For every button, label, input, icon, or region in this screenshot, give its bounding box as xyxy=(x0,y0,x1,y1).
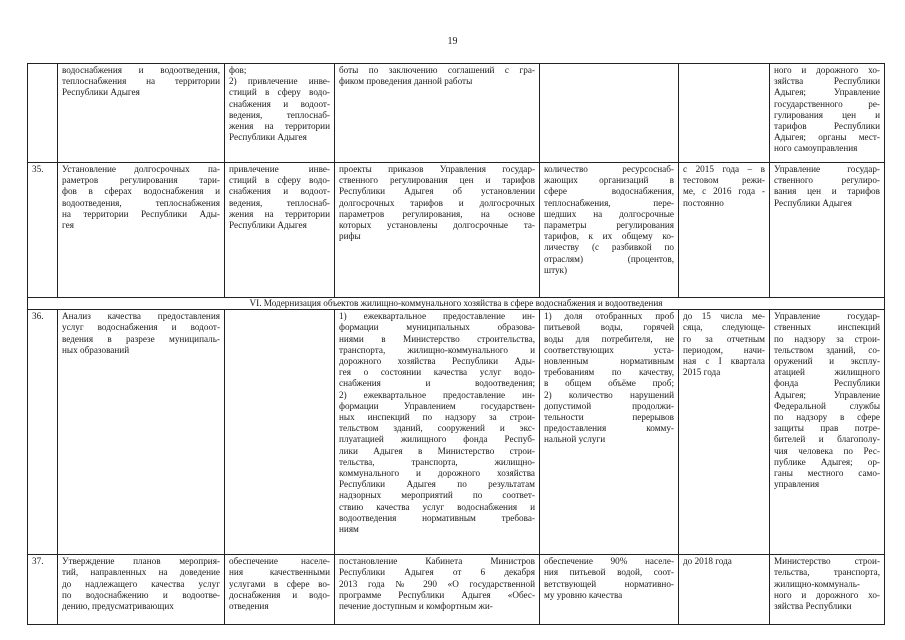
cell-line: с 2015 года – в xyxy=(683,164,765,174)
cell-line: предоставления комму- xyxy=(544,423,674,434)
cell-line: формации Управлением государствен- xyxy=(339,400,535,411)
cell-line: жения на территории xyxy=(229,121,330,132)
cell-line: стиций в сферу водо- xyxy=(229,87,330,98)
cell-line: Республики Адыгея xyxy=(229,132,307,143)
cell-line: ственного регулиро- xyxy=(774,175,880,186)
cell-line: тельством зданий, со- xyxy=(774,344,880,355)
cell-line: обеспечение населе- xyxy=(229,556,330,567)
cell-line: формации муниципальных образова- xyxy=(339,322,535,333)
cell-line: государственного ре- xyxy=(774,98,880,109)
cell-line: ствию качества услуг водоснабжения и xyxy=(339,501,535,512)
table-row xyxy=(28,163,885,298)
indicator-cell xyxy=(540,555,679,625)
cell-line: Республики Адыгея xyxy=(62,87,140,98)
cell-line: требованиям по качеству, xyxy=(544,367,674,378)
cell-line: ниям xyxy=(339,524,359,535)
cell-line: водоотведения нормативным требова- xyxy=(339,512,535,523)
cell-line: Республики Адыгея об установлении xyxy=(339,186,535,197)
cell-line: штук) xyxy=(544,264,568,275)
row-number: 36. xyxy=(28,310,58,555)
measure-cell xyxy=(58,310,225,555)
cell-line: 2013 года № 290 «О государственной xyxy=(339,578,535,589)
goal-cell xyxy=(225,310,335,555)
cell-line: атацией жилищного xyxy=(774,367,880,378)
cell-line: зяйства Республики xyxy=(774,76,880,87)
cell-line: рифы xyxy=(339,231,361,242)
cell-line: ниями в Министерство строительства, xyxy=(339,333,535,344)
cell-line: ганы местного само- xyxy=(774,468,880,479)
cell-line: управления xyxy=(774,479,820,490)
cell-line: го за отчетным xyxy=(683,333,765,344)
document-cell xyxy=(335,555,540,625)
cell-line: 1) доля отобранных проб xyxy=(544,311,674,322)
cell-line: чия человека по Рес- xyxy=(774,445,880,456)
cell-line: лики Адыгея в Министерство строи- xyxy=(339,445,535,456)
cell-line: ных образований xyxy=(62,344,130,355)
measure-cell xyxy=(58,555,225,625)
cell-line: 2) количество нарушений xyxy=(544,389,674,400)
goal-cell xyxy=(225,163,335,298)
cell-line: по надзору за строи- xyxy=(774,333,880,344)
row-number xyxy=(28,64,58,163)
measure-cell xyxy=(58,163,225,298)
cell-line: до надлежащего качества услуг xyxy=(62,578,220,589)
cell-line: защиты прав потре- xyxy=(774,423,880,434)
cell-line: жилищно-коммуналь- xyxy=(774,578,860,589)
cell-line: печение доступным и комфортным жи- xyxy=(339,601,493,612)
indicator-cell xyxy=(540,64,679,163)
cell-line: тельством зданий, сооружений и экс- xyxy=(339,423,535,434)
cell-line: тарифов, к их общему ко- xyxy=(544,231,674,242)
cell-line: привлечение инве- xyxy=(229,164,330,174)
cell-line: параметры регулирования xyxy=(544,220,674,231)
measure-cell xyxy=(58,64,225,163)
cell-line: которых установлены долгосрочные та- xyxy=(339,220,535,231)
cell-line: питьевой воды, горячей xyxy=(544,322,674,333)
cell-line: воды для потребителя, не xyxy=(544,333,674,344)
cell-line: проекты приказов Управления государ- xyxy=(339,164,535,174)
cell-line: личеству (с разбивкой по xyxy=(544,242,674,253)
deadline-cell xyxy=(679,555,770,625)
cell-line: долгосрочных тарифов и долгосрочных xyxy=(339,197,535,208)
cell-line: Республики Адыгея от 6 декабря xyxy=(339,567,535,578)
cell-line: до 15 числа ме- xyxy=(683,311,765,322)
cell-line: снабжения и водоот- xyxy=(229,98,330,109)
cell-line: фов; xyxy=(229,65,247,75)
cell-line: водоснабжения и водоотведения, xyxy=(62,65,220,75)
cell-line: Министерство строи- xyxy=(774,556,880,567)
cell-line: раметров регулирования тари- xyxy=(62,175,220,186)
cell-line: отведения xyxy=(229,601,269,612)
cell-line: тарифов Республики xyxy=(774,121,880,132)
cell-line: тельства, транспорта, xyxy=(774,567,880,578)
cell-line: Утверждение планов мероприя- xyxy=(62,556,220,567)
cell-line: тельства, транспорта, жилищно- xyxy=(339,456,535,467)
page-number: 19 xyxy=(447,36,458,47)
section-title: VI. Модернизация объектов жилищно-коммунального хозяйства в сфере водоснабжения и водоотведения xyxy=(28,298,885,310)
cell-line: ного и дорожного хо- xyxy=(774,589,880,600)
cell-line: тельности перерывов xyxy=(544,412,674,423)
cell-line: отраслям) (процентов, xyxy=(544,253,674,264)
cell-line: 2) ежеквартальное предоставление ин- xyxy=(339,389,535,400)
cell-line: оружений и эксплу- xyxy=(774,356,880,367)
cell-line: фонда Республики xyxy=(774,378,880,389)
cell-line: ния качественными xyxy=(229,567,330,578)
cell-line: Адыгея; Управление xyxy=(774,389,880,400)
cell-line: гея о состоянии качества услуг водо- xyxy=(339,367,535,378)
cell-line: по надзору в сфере xyxy=(774,412,880,423)
cell-line: ветствующей нормативно- xyxy=(544,578,674,589)
cell-line: тестовом режи- xyxy=(683,175,765,186)
measures-table xyxy=(27,63,885,625)
row-number: 35. xyxy=(28,163,58,298)
cell-line: Анализ качества предоставления xyxy=(62,311,220,322)
cell-line: соответствующих уста- xyxy=(544,344,674,355)
cell-line: до 2018 года xyxy=(683,556,732,567)
cell-line: публике Адыгея; ор- xyxy=(774,456,880,467)
cell-line: му уровню качества xyxy=(544,589,623,600)
cell-line: ственного регулирования цен и тарифов xyxy=(339,175,535,186)
cell-line: фиком проведения данной работы xyxy=(339,76,473,87)
cell-line: ных инспекций по надзору за строи- xyxy=(339,412,535,423)
cell-line: снабжения и водоотведения; xyxy=(339,378,535,389)
cell-line: плуатацией жилищного фонда Респуб- xyxy=(339,434,535,445)
cell-line: Республики Адыгея xyxy=(229,220,307,231)
cell-line: гулирования цен и xyxy=(774,109,880,120)
document-cell xyxy=(335,163,540,298)
document-cell xyxy=(335,64,540,163)
cell-line: шедших на долгосрочные xyxy=(544,208,674,219)
cell-line: Федеральной службы xyxy=(774,400,880,411)
cell-line: нальной услуги xyxy=(544,434,606,445)
responsible-cell xyxy=(770,163,885,298)
cell-line: жения на территории xyxy=(229,208,330,219)
cell-line: параметров регулирования, на основе xyxy=(339,208,535,219)
cell-line: теплоснабжения на территории xyxy=(62,76,220,87)
cell-line: теплоснабжения, пере- xyxy=(544,197,674,208)
cell-line: дорожного хозяйства Республики Ады- xyxy=(339,356,535,367)
cell-line: дению, предусматривающих xyxy=(62,601,174,612)
cell-line: ния питьевой водой, соот- xyxy=(544,567,674,578)
table-row xyxy=(28,555,885,625)
cell-line: сяца, следующе- xyxy=(683,322,765,333)
responsible-cell xyxy=(770,310,885,555)
cell-line: ного самоуправления xyxy=(774,143,858,154)
cell-line: боты по заключению соглашений с гра- xyxy=(339,65,535,75)
cell-line: услуг водоснабжения и водоот- xyxy=(62,322,220,333)
cell-line: ного и дорожного хо- xyxy=(774,65,880,75)
table-row xyxy=(28,310,885,555)
cell-line: постановление Кабинета Министров xyxy=(339,556,535,567)
cell-line: снабжения и водоот- xyxy=(229,186,330,197)
cell-line: программе Республики Адыгея «Обес- xyxy=(339,589,535,600)
cell-line: Управление государ- xyxy=(774,164,880,174)
cell-line: на территории Республики Ады- xyxy=(62,208,220,219)
deadline-cell xyxy=(679,310,770,555)
cell-line: сфере водоснабжения, xyxy=(544,186,674,197)
row-number: 37. xyxy=(28,555,58,625)
deadline-cell xyxy=(679,163,770,298)
cell-line: стиций в сферу водо- xyxy=(229,175,330,186)
cell-line: надзорных мероприятий по соответ- xyxy=(339,490,535,501)
cell-line: транспорта, жилищно-коммунального и xyxy=(339,344,535,355)
cell-line: ведения, теплоснаб- xyxy=(229,197,330,208)
cell-line: ственных инспекций xyxy=(774,322,880,333)
cell-line: гея xyxy=(62,220,74,231)
indicator-cell xyxy=(540,310,679,555)
cell-line: Управление государ- xyxy=(774,311,880,322)
cell-line: Республики Адыгея xyxy=(774,197,852,208)
cell-line: новленным нормативным xyxy=(544,356,674,367)
cell-line: количество ресурсоснаб- xyxy=(544,164,674,174)
cell-line: Адыгея; органы мест- xyxy=(774,132,880,143)
cell-line: ведения, теплоснаб- xyxy=(229,109,330,120)
cell-line: водоотведения, теплоснабжения xyxy=(62,197,220,208)
cell-line: Установление долгосрочных па- xyxy=(62,164,220,174)
goal-cell xyxy=(225,64,335,163)
cell-line: тий, направленных на доведение xyxy=(62,567,220,578)
indicator-cell xyxy=(540,163,679,298)
cell-line: коммунального и дорожного хозяйства xyxy=(339,468,535,479)
cell-line: фов в сферах водоснабжения и xyxy=(62,186,220,197)
cell-line: постоянно xyxy=(683,197,724,208)
cell-line: ме, с 2016 года - xyxy=(683,186,765,197)
table-row xyxy=(28,64,885,163)
cell-line: 1) ежеквартальное предоставление ин- xyxy=(339,311,535,322)
cell-line: ведения в разрезе муниципаль- xyxy=(62,333,220,344)
cell-line: периодом, начи- xyxy=(683,344,765,355)
deadline-cell xyxy=(679,64,770,163)
cell-line: по водоснабжению и водоотве- xyxy=(62,589,220,600)
section-header-row xyxy=(28,298,885,310)
responsible-cell xyxy=(770,555,885,625)
cell-line: в общем объёме проб; xyxy=(544,378,674,389)
cell-line: ная с I квартала xyxy=(683,356,765,367)
cell-line: 2015 года xyxy=(683,367,721,378)
cell-line: обеспечение 90% населе- xyxy=(544,556,674,567)
cell-line: допустимой продолжи- xyxy=(544,400,674,411)
cell-line: услугами в сфере во- xyxy=(229,578,330,589)
cell-line: Республики Адыгея по результатам xyxy=(339,479,535,490)
cell-line: бителей и благополу- xyxy=(774,434,880,445)
cell-line: зяйства Республики xyxy=(774,601,852,612)
goal-cell xyxy=(225,555,335,625)
cell-line: Адыгея; Управление xyxy=(774,87,880,98)
cell-line: 2) привлечение инве- xyxy=(229,76,330,87)
cell-line: жающих организаций в xyxy=(544,175,674,186)
cell-line: вания цен и тарифов xyxy=(774,186,880,197)
document-cell xyxy=(335,310,540,555)
responsible-cell xyxy=(770,64,885,163)
cell-line: доснабжения и водо- xyxy=(229,589,330,600)
